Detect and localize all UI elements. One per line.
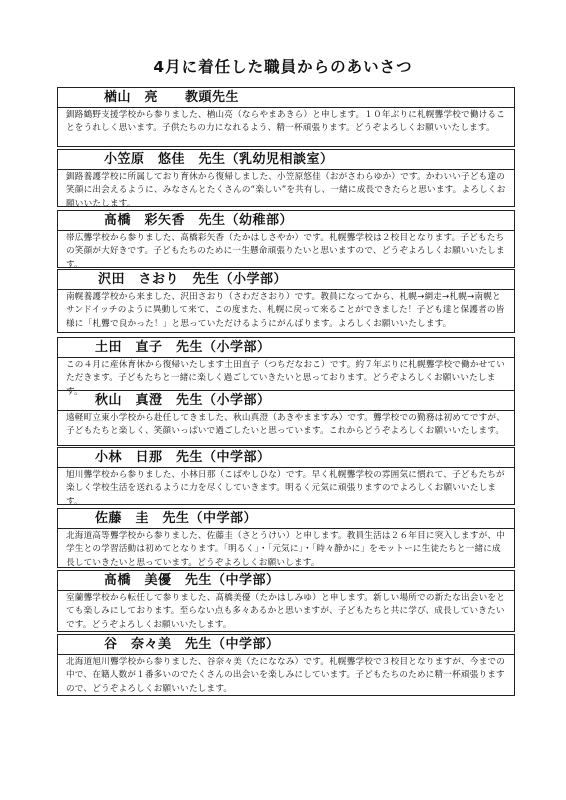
staff-name: 小林 日那 先生（中学部） xyxy=(58,448,514,468)
staff-message: 遠軽町立東小学校から赴任してきました、秋山真澄（あきやまますみ）です。聾学校での勤務は初めてですが、子どもたちと楽しく、笑顔いっぱいで過ごしたいと思っています。これからどうぞよろしくお願いいたします。 xyxy=(66,413,506,437)
staff-message: 釧路養護学校に所属しており育休から復帰しました、小笠原悠佳（おがさわらゆか）です。かわいい子ども達の笑顔に出会えるように、みなさんとたくさんの“楽しい”を共有し、一緒に成長できたらと思います。よろしくお願いいたします。 xyxy=(66,172,506,209)
staff-card-kobayashi xyxy=(57,447,515,505)
staff-message: 南幌養護学校から来ました、沢田さおり（さわださおり）です。教員になってから、札幌→網走→札幌→南幌とサンドイッチのように異動して来て、この度また、札幌に戻って来ることができました！子ども達と保護者の皆様に「札聾で良かった！」と思っていただけるようにがんばります。よろしくお願いいたします。 xyxy=(66,292,505,329)
staff-message: 釧路鶴野支援学校から参りました、楢山亮（ならやまあきら）と申します。１０年ぶりに札幌聾学校で働けることをうれしく思います。子供たちの力になれるよう、精一杯頑張ります。どうぞよろしくお願いいたします。 xyxy=(66,110,506,134)
staff-name: 髙橋 彩矢香 先生（幼稚部） xyxy=(58,211,514,231)
staff-card-tsuchida xyxy=(57,337,515,397)
staff-card-takahashi-miyu xyxy=(57,570,515,632)
staff-message: 室蘭聾学校から転任して参りました、髙橋美優（たかはしみゆ）と申します。新しい場所での新たな出会いをとても楽しみにしております。至らない点も多々あるかと思いますが、子どもたちと共に学び、成長していきたいです。どうぞよろしくお願いいたします。 xyxy=(66,593,506,630)
page-title: 4月に着任した職員からのあいさつ xyxy=(153,58,413,76)
staff-message: 北海道高等聾学校から参りました、佐藤圭（さとうけい）と申します。教員生活は２６年目に突入しますが、中学生との学習活動は初めてとなります。「明るく」・「元気に」・「時々静かに」をモットーに生徒たちと一緒に成長していきたいと思っています。どうぞよろしくお願いします。 xyxy=(66,531,506,568)
staff-card-takahashi-sayaka xyxy=(57,210,515,268)
staff-message: 帯広聾学校から参りました、髙橋彩矢香（たかはしさやか）です。札幌聾学校は２校目となります。子どもたちの笑顔が大好きです。子どもたちのために一生懸命頑張りたいと思いますので、どうぞよろしくお願いいたします。 xyxy=(66,233,505,270)
staff-message: 旭川聾学校から参りました、小林日那（こばやしひな）です。早く札幌聾学校の雰囲気に慣れて、子どもたちが楽しく学校生活を送れるように力を尽くしていきます。明るく元気に頑張りますのでよろしくお願いいたします。 xyxy=(66,470,505,507)
staff-card-akiyama xyxy=(57,390,515,446)
staff-name: 楢山 亮 教頭先生 xyxy=(58,88,514,108)
staff-name: 佐藤 圭 先生（中学部） xyxy=(58,509,514,529)
staff-message: この４月に産休育休から復帰いたします土田直子（つちだなおこ）です。約７年ぶりに札幌聾学校で働かせていただきます。子どもたちと一緒に楽しく過ごしていきたいと思っております。どうぞよろしくお願いいたします。 xyxy=(66,360,506,397)
staff-name: 谷 奈々美 先生（中学部） xyxy=(58,635,514,655)
staff-name: 沢田 さおり 先生（小学部） xyxy=(58,270,514,290)
staff-card-tani xyxy=(57,634,515,696)
staff-message: 北海道旭川聾学校から参りました、谷奈々美（たにななみ）です。札幌聾学校で３校目となりますが、今までの中で、在籍人数が１番多いのでたくさんの出会いを楽しみにしています。子どもたちのために精一杯頑張りますので、どうぞよろしくお願いいたします。 xyxy=(66,657,506,694)
staff-card-ogasawara xyxy=(57,149,515,207)
staff-name: 秋山 真澄 先生（小学部） xyxy=(58,391,514,411)
staff-name: 小笠原 悠佳 先生（乳幼児相談室） xyxy=(58,150,514,170)
staff-card-sawada xyxy=(57,269,515,333)
staff-name: 髙橋 美優 先生（中学部） xyxy=(58,571,514,591)
staff-card-narayama xyxy=(57,87,515,147)
staff-card-sato xyxy=(57,508,515,568)
staff-name: 土田 直子 先生（小学部） xyxy=(58,338,514,358)
